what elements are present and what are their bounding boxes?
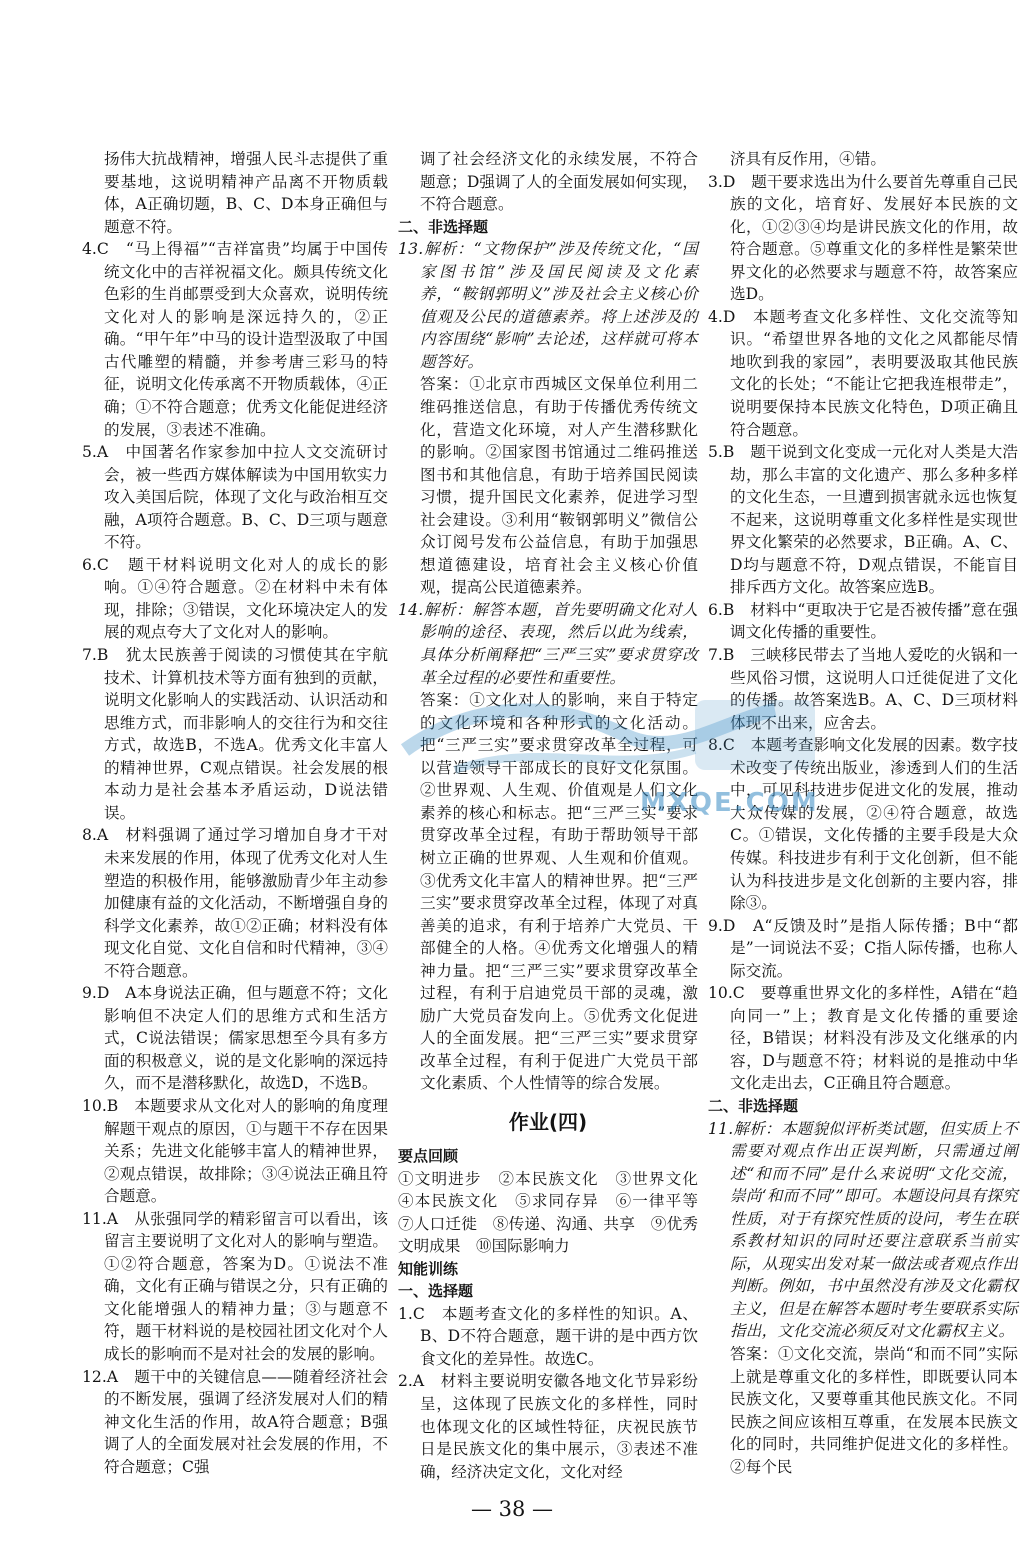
paragraph: 13.解析：“文物保护”涉及传统文化，“国家图书馆”涉及国民阅读及文化素养，“鞍钢郭明义”涉及社会主义核心价值观及公民的道德素养。将上述涉及的内容围绕“影响”去论述，这样就可将本题答好。 [398, 240, 698, 371]
paragraph: 7.B 三峡移民带去了当地人爱吃的火锅和一些风俗习惯，这说明人口迁徙促进了文化的传播。故答案选B。A、C、D三项材料体现不出来，应舍去。 [708, 646, 1018, 732]
paragraph: 3.D 题干要求选出为什么要首先尊重自己民族的文化，培育好、发展好本民族的文化，①②③④均是讲民族文化的作用，故符合题意。⑤尊重文化的多样性是繁荣世界文化的必然要求与题意不符，故答案应选D。 [708, 172, 1018, 304]
paragraph: 11.A 从张强同学的精彩留言可以看出，该留言主要说明了文化对人的影响与塑造。①②符合题意，答案为D。①说法不准确，文化有正确与错误之分，只有正确的文化能增强人的精神力量；③与题意不符，题干材料说的是校园社团文化对个人成长的影响而不是对社会的发展的影响。 [82, 1209, 388, 1363]
section-heading: 二、非选择题 [708, 1096, 799, 1115]
paragraph: 14.解析：解答本题，首先要明确文化对人影响的途径、表现，然后以此为线索，具体分析阐释把“三严三实”要求贯穿改革全过程的必要性和重要性。 [398, 600, 698, 687]
paragraph: ①文明进步 ②本民族文化 ③世界文化 ④本民族文化 ⑤求同存异 ⑥一律平等 ⑦人口迁徙 ⑧传递、沟通、共享 ⑨优秀文明成果 ⑩国际影响力 [398, 1169, 714, 1256]
section-heading: 一、选择题 [398, 1282, 474, 1301]
paragraph: 10.C 要尊重世界文化的多样性，A错在“趋向同一”上；教育是文化传播的重要途径，B错误；材料没有涉及文化继承的内容，D与题意不符；材料说的是推动中华文化走出去，C正确且符合题意。 [708, 984, 1018, 1093]
paragraph: 调了社会经济文化的永续发展，不符合题意；D强调了人的全面发展如何实现，不符合题意。 [420, 150, 698, 214]
paragraph: 9.D A本身说法正确，但与题意不符；文化影响但不决定人们的思维方式和生活方式，C说法错误；儒家思想至今具有多方面的积极意义，说的是文化影响的深远持久，而不是潜移默化，故选D，不选B。 [82, 984, 388, 1093]
paragraph: 12.A 题干中的关键信息——随着经济社会的不断发展，强调了经济发展对人们的精神文化生活的作用，故A符合题意；B强调了人的全面发展对社会发展的作用，不符合题意；C强 [82, 1367, 388, 1476]
paragraph: 8.A 材料强调了通过学习增加自身才干对未来发展的作用，体现了优秀文化对人生塑造的积极作用，能够激励青少年主动参加健康有益的文化活动，不断增强自身的科学文化素养，故①②正确；材料没有体现文化自觉、文化自信和时代精神，③④不符合题意。 [82, 826, 388, 980]
column-left [82, 148, 388, 1478]
paragraph: 答案：①北京市西城区文保单位利用二维码推送信息，有助于传播优秀传统文化，营造文化环境，对人产生潜移默化的影响。②国家图书馆通过二维码推送图书和其他信息，有助于培养国民阅读习惯，提升国民文化素养，促进学习型社会建设。③利用“鞍钢郭明义”微信公众订阅号发布公益信息，有助于加强思想道德建设，培育社会主义核心价值观，提高公民道德素养。 [420, 375, 698, 597]
paragraph: 答案：①文化对人的影响，来自于特定的文化环境和各种形式的文化活动。把“三严三实”要求贯穿改革全过程，可以营造领导干部成长的良好文化氛围。②世界观、人生观、价值观是人们文化素养的核心和标志。把“三严三实”要求贯穿改革全过程，有助于帮助领导干部树立正确的世界观、人生观和价值观。③优秀文化丰富人的精神世界。把“三严三实”要求贯穿改革全过程，体现了对真善美的追求，有利于培养广大党员、干部健全的人格。④优秀文化增强人的精神力量。把“三严三实”要求贯穿改革全过程，有利于启迪党员干部的灵魂，激励广大党员奋发向上。⑤优秀文化促进人的全面发展。把“三严三实”要求贯穿改革全过程，有利于促进广大党员干部文化素质、个人性情等的综合发展。 [420, 691, 698, 1093]
paragraph: 4.C “马上得福”“吉祥富贵”均属于中国传统文化中的吉祥祝福文化。颇具传统文化色彩的生肖邮票受到大众喜欢，说明传统文化对人的影响是深远持久的，②正确。“甲午年”中马的设计造型汲取了中国古代雕塑的精髓，并参考唐三彩马的特征，说明文化传承离不开物质载体，④正确；①不符合题意；优秀文化能促进经济的发展，③表述不准确。 [82, 240, 388, 439]
paragraph: 济具有反作用，④错。 [730, 150, 886, 168]
paragraph: 6.C 题干材料说明文化对人的成长的影响。①④符合题意。②在材料中未有体现，排除；③错误，文化环境决定人的发展的观点夸大了文化对人的影响。 [82, 555, 388, 642]
section-heading: 要点回顾 [398, 1146, 459, 1165]
paragraph: 5.A 中国著名作家参加中拉人文交流研讨会，被一些西方媒体解读为中国用软实力攻入美国后院，体现了文化与政治相互交融，A项符合题意。B、C、D三项与题意不符。 [82, 443, 388, 552]
paragraph: 2.A 材料主要说明安徽各地文化节异彩纷呈，这体现了民族文化的多样性，同时也体现文化的区域性特征，庆祝民族节日是民族文化的集中展示，③表述不准确，经济决定文化，文化对经 [398, 1372, 698, 1481]
paragraph: 11.解析：本题貌似评析类试题，但实质上不需要对观点作出正误判断，只需通过阐述“和而不同”是什么来说明“文化交流，崇尚‘和而不同’”即可。本题设问具有探究性质，对于有探究性质的设问，考生在联系教材知识的同时还要注意联系当前实际，从现实出发对某一做法或者观点作出判断。例如，书中虽然没有涉及文化霸权主义，但是在解答本题时考生要联系实际指出，文化交流必须反对文化霸权主义。 [708, 1119, 1018, 1341]
section-heading: 知能训练 [398, 1259, 459, 1278]
paragraph: 5.B 题干说到文化变成一元化对人类是大浩劫，那么丰富的文化遗产、那么多种多样的文化生态，一旦遭到损害就永远也恢复不起来，这说明尊重文化多样性是实现世界文化繁荣的必然要求，B正确。A、C、D均与题意不符，D观点错误，不能盲目排斥西方文化。故答案应选B。 [708, 443, 1018, 597]
paragraph: 6.B 材料中“更取决于它是否被传播”意在强调文化传播的重要性。 [708, 600, 1018, 642]
section-heading: 二、非选择题 [398, 217, 489, 236]
paragraph: 扬伟大抗战精神，增强人民斗志提供了重要基地，这说明精神产品离不开物质载体，A正确切题，B、C、D本身正确但与题意不符。 [104, 150, 388, 236]
page-number: — 38 — [470, 1497, 554, 1521]
paragraph: 10.B 本题要求从文化对人的影响的角度理解题干观点的原因，①与题干不存在因果关系；先进文化能够丰富人的精神世界，②观点错误，故排除；③④说法正确且符合题意。 [82, 1096, 388, 1206]
watermark-url: MXQE.COM [640, 788, 819, 818]
paragraph: 7.B 犹太民族善于阅读的习惯使其在宇航技术、计算机技术等方面有独到的贡献，说明文化影响人的实践活动、认识活动和思维方式，而非影响人的交往行为和交往方式，故选B，不选A。优秀文化丰富人的精神世界，C观点错误。社会发展的根本动力是社会基本矛盾运动，D说法错误。 [82, 646, 388, 822]
paragraph: 4.D 本题考查文化多样性、文化交流等知识。“希望世界各地的文化之风都能尽情地吹到我的家园”，表明要汲取其他民族文化的长处；“不能让它把我连根带走”，说明要保持本民族文化特色，D项正确且符合题意。 [708, 307, 1018, 439]
paragraph: 8.C 本题考查影响文化发展的因素。数字技术改变了传统出版业，渗透到人们的生活中，可见科技进步促进文化的发展，推动大众传媒的发展，②④符合题意，故选C。①错误，文化传播的主要手段是大众传媒。科技进步有利于文化创新，但不能认为科技进步是文化创新的主要内容，排除③。 [708, 736, 1018, 913]
section-title: 作业(四) [508, 1109, 588, 1134]
paragraph: 9.D A“反馈及时”是指人际传播；B中“都是”一词说法不妥；C指人际传播，也称人际交流。 [708, 916, 1018, 980]
paragraph: 答案：①文化交流，崇尚“和而不同”实际上就是尊重文化的多样性，即既要认同本民族文化，又要尊重其他民族文化。不同民族之间应该相互尊重，在发展本民族文化的同时，共同维护促进文化的多样性。②每个民 [730, 1344, 1018, 1476]
paragraph: 1.C 本题考查文化的多样性的知识。A、B、D不符合题意，题干讲的是中西方饮食文化的差异性。故选C。 [398, 1304, 698, 1368]
